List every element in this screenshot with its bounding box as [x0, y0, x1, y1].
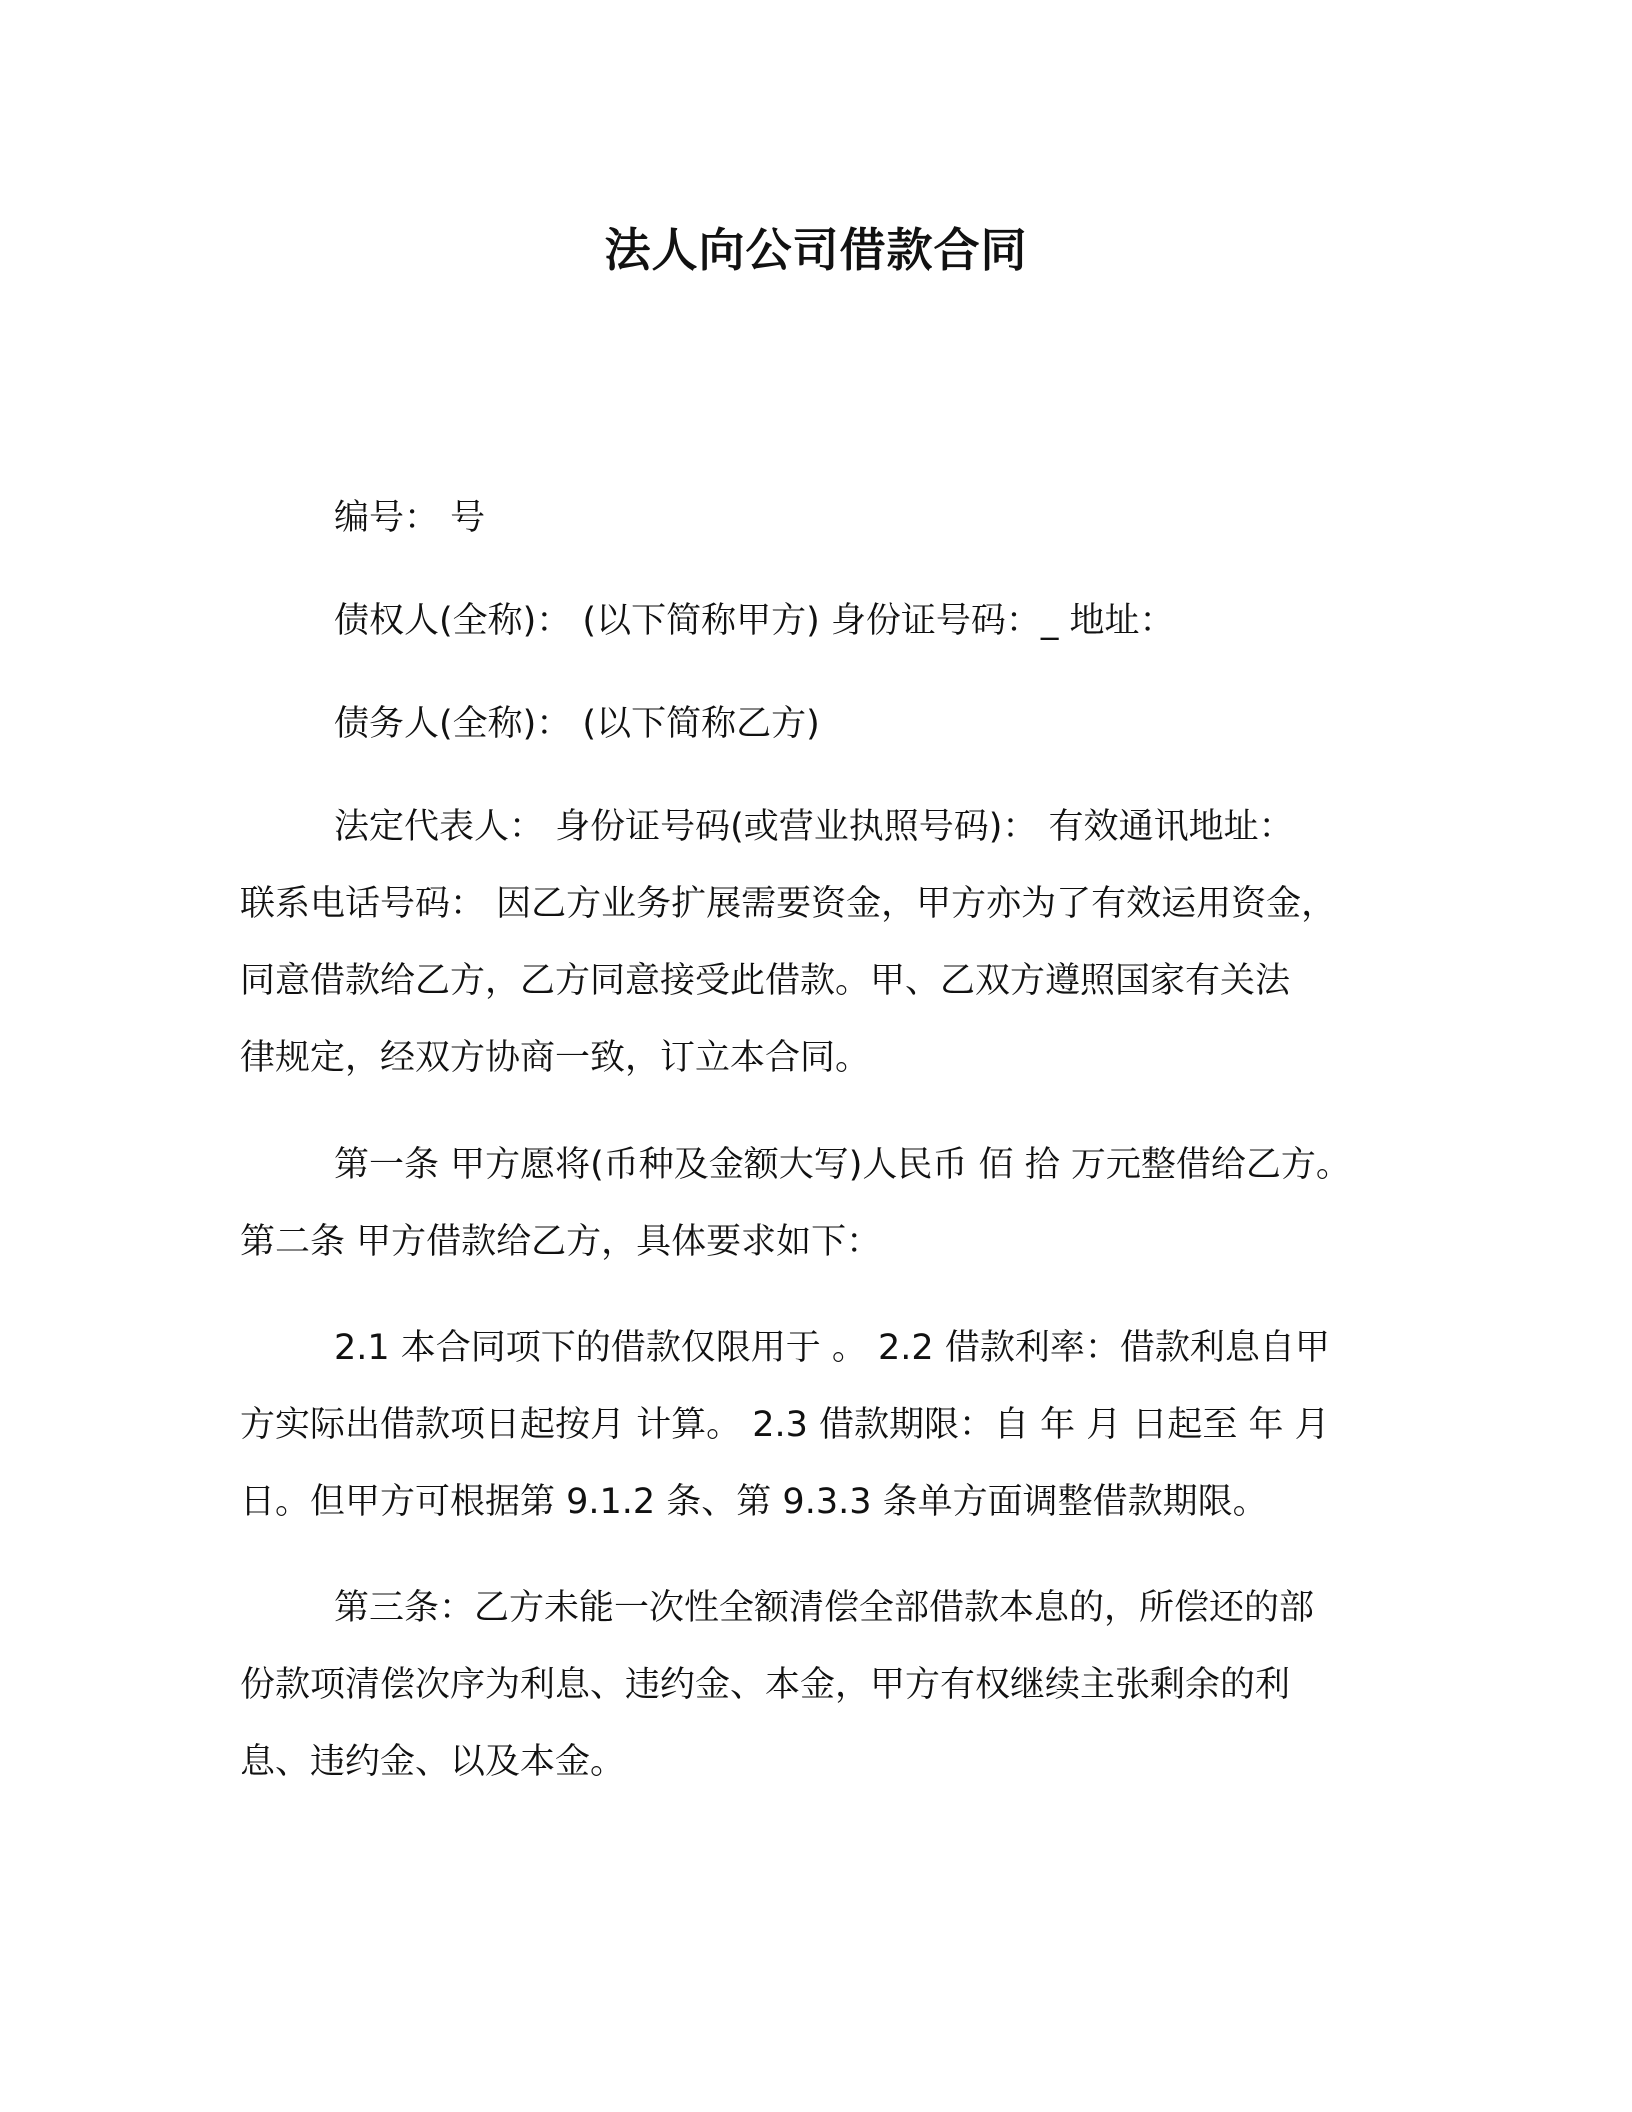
preamble-paragraph [240, 789, 1400, 1097]
text-line: 联系电话号码： 因乙方业务扩展需要资金，甲方亦为了有效运用资金， [240, 884, 1337, 924]
article-one-two-paragraph [240, 1127, 1400, 1281]
text-line: 第一条 甲方愿将(币种及金额大写)人民币 佰 拾 万元整借给乙方。 [334, 1145, 1351, 1185]
text-line: 第三条：乙方未能一次性全额清偿全部借款本息的，所偿还的部 [334, 1588, 1315, 1628]
text-line: 日。但甲方可根据第 9.1.2 条、第 9.3.3 条单方面调整借款期限。 [240, 1482, 1268, 1522]
text-line: 法定代表人： 身份证号码(或营业执照号码)： 有效通讯地址： [334, 807, 1294, 847]
article-three-paragraph [240, 1570, 1400, 1801]
debtor-field [240, 686, 1494, 763]
text-line: 份款项清偿次序为利息、违约金、本金，甲方有权继续主张剩余的利 [240, 1665, 1291, 1705]
text-line: 同意借款给乙方，乙方同意接受此借款。甲、乙双方遵照国家有关法 [240, 961, 1291, 1001]
text-line: 息、违约金、以及本金。 [240, 1742, 626, 1782]
text-line: 第二条 甲方借款给乙方，具体要求如下： [240, 1222, 882, 1262]
text-line: 编号： 号 [334, 498, 486, 538]
text-line: 债务人(全称)： (以下简称乙方) [334, 704, 820, 744]
document-title: 法人向公司借款合同 [604, 223, 1028, 277]
text-line: 2.1 本合同项下的借款仅限用于 。 2.2 借款利率：借款利息自甲 [334, 1328, 1330, 1368]
contract-number-field [240, 480, 1494, 557]
text-line: 律规定，经双方协商一致，订立本合同。 [240, 1038, 871, 1078]
text-line: 方实际出借款项日起按月 计算。 2.3 借款期限：自 年 月 日起至 年 月 [240, 1405, 1330, 1445]
text-line: 债权人(全称)： (以下简称甲方) 身份证号码：_ 地址： [334, 601, 1175, 641]
creditor-field [240, 583, 1494, 660]
loan-terms-paragraph [240, 1310, 1400, 1541]
